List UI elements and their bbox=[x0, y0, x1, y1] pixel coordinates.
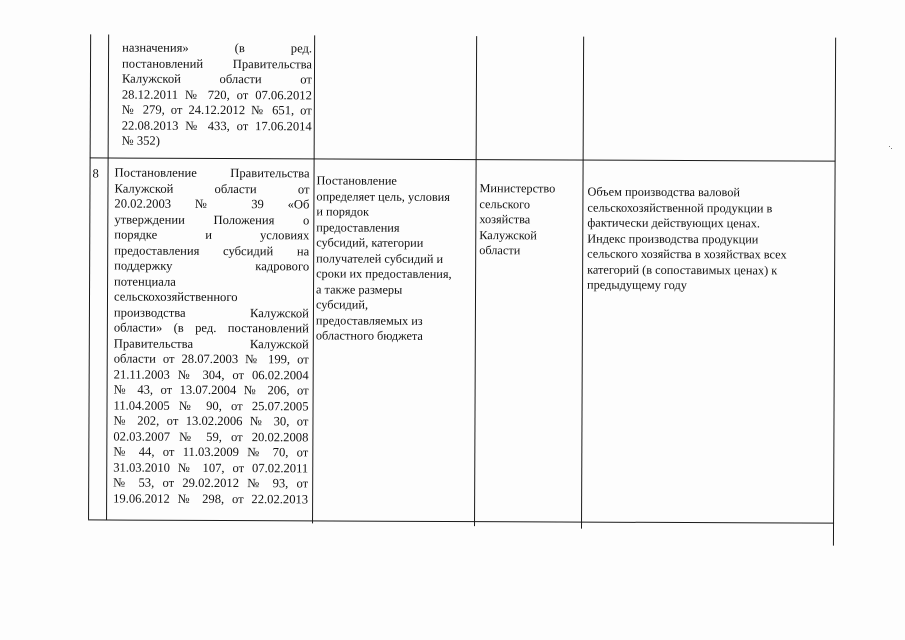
table-row-divider bbox=[90, 157, 836, 161]
row2-agency-line: области bbox=[479, 243, 521, 258]
scan-speck bbox=[889, 146, 890, 147]
row2-indicator-line: категорий (в сопоставимых ценах) к bbox=[587, 262, 778, 277]
row2-description-line: предоставляемых из bbox=[315, 312, 423, 328]
scan-speck bbox=[891, 148, 892, 149]
row2-description-line: сроки их предоставления, bbox=[316, 266, 452, 282]
row2-description-line: областного бюджета bbox=[315, 328, 423, 343]
row2-description-line: предоставления bbox=[316, 219, 400, 235]
row2-document-line: 11.04.2005 № 90, от 25.07.2005 bbox=[113, 398, 309, 413]
row2-document-line: 19.06.2012 № 298, от 22.02.2013 bbox=[113, 491, 309, 506]
table-border-col4 bbox=[581, 37, 584, 529]
table-border-left bbox=[88, 34, 91, 519]
row2-document-line: 21.11.2003 № 304, от 06.02.2004 bbox=[113, 367, 309, 382]
row2-agency-line: Калужской bbox=[479, 227, 537, 242]
row2-indicator-line: Объем производства валовой bbox=[587, 184, 741, 200]
row2-indicator-line: фактически действующих ценах. bbox=[587, 215, 761, 231]
row2-description-line: а также размеры bbox=[316, 281, 403, 297]
row2-description-cell bbox=[316, 173, 475, 344]
row2-document-line: поддержку кадрового bbox=[114, 258, 310, 274]
row1-document-line: 28.12.2011 № 720, от 07.06.2012 bbox=[121, 87, 312, 102]
row2-description-line: и порядок bbox=[316, 204, 369, 219]
row1-document-line: № 279, от 24.12.2012 № 651, от bbox=[121, 102, 312, 118]
row2-indicator-line: предыдущему году bbox=[587, 277, 687, 293]
table-border-col3 bbox=[474, 36, 477, 526]
table-border-col1 bbox=[106, 35, 109, 521]
row1-document-line: постановлений Правительства bbox=[122, 56, 313, 71]
row2-description-line: определяет цель, условия bbox=[316, 188, 450, 204]
row2-description-line: субсидий, bbox=[315, 297, 369, 312]
row2-number: 8 bbox=[92, 166, 99, 181]
row2-indicator-cell bbox=[587, 185, 832, 295]
row2-indicator-line: Индекс производства продукции bbox=[587, 231, 759, 246]
row2-document-line: Постановление Правительства bbox=[114, 165, 310, 181]
row2-agency-cell bbox=[479, 181, 579, 259]
row2-agency-line: хозяйства bbox=[479, 212, 531, 227]
table-border-right bbox=[833, 38, 836, 546]
row2-document-line: № 43, от 13.07.2004 № 206, от bbox=[113, 382, 309, 398]
row2-document-line: утверждении Положения о bbox=[114, 212, 310, 227]
table-border-col2 bbox=[312, 35, 315, 523]
row2-document-line: Правительства Калужской bbox=[113, 336, 309, 351]
row2-description-line: Постановление bbox=[316, 173, 397, 188]
row1-document-line: № 352) bbox=[121, 133, 160, 148]
row2-document-line: 31.03.2010 № 107, от 07.02.2011 bbox=[113, 460, 309, 475]
row2-document-line: области» (в ред. постановлений bbox=[113, 320, 309, 336]
row1-document-cell bbox=[122, 41, 312, 150]
row2-document-line: сельскохозяйственного bbox=[113, 289, 238, 305]
row2-agency-line: сельского bbox=[479, 196, 531, 211]
row2-document-line: порядке и условиях bbox=[114, 227, 310, 243]
row1-document-line: 22.08.2013 № 433, от 17.06.2014 bbox=[121, 118, 312, 133]
row2-document-line: Калужской области от bbox=[114, 181, 310, 196]
row2-document-line: № 53, от 29.02.2012 № 93, от bbox=[113, 475, 309, 491]
row2-document-line: № 44, от 11.03.2009 № 70, от bbox=[113, 444, 309, 460]
row2-description-line: получателей субсидий и bbox=[316, 250, 444, 266]
row2-document-line: 02.03.2007 № 59, от 20.02.2008 bbox=[113, 429, 309, 444]
row2-agency-line: Министерство bbox=[479, 181, 556, 196]
row2-indicator-line: сельскохозяйственной продукции в bbox=[587, 200, 773, 215]
row1-document-line: Калужской области от bbox=[121, 71, 312, 87]
table-border-bottom bbox=[88, 519, 834, 523]
row2-document-line: 20.02.2003 № 39 «Об bbox=[114, 196, 310, 212]
row1-document-line: назначения» (в ред. bbox=[122, 40, 313, 56]
row2-document-line: области от 28.07.2003 № 199, от bbox=[113, 351, 309, 367]
row2-indicator-line: сельского хозяйства в хозяйствах всех bbox=[587, 246, 787, 262]
row2-document-line: производства Калужской bbox=[113, 305, 309, 320]
row2-document-cell bbox=[113, 166, 309, 508]
row2-document-line: предоставления субсидий на bbox=[114, 243, 310, 258]
row2-document-line: потенциала bbox=[114, 274, 176, 289]
row2-description-line: субсидий, категории bbox=[316, 235, 424, 250]
row2-document-line: № 202, от 13.02.2006 № 30, от bbox=[113, 413, 309, 429]
